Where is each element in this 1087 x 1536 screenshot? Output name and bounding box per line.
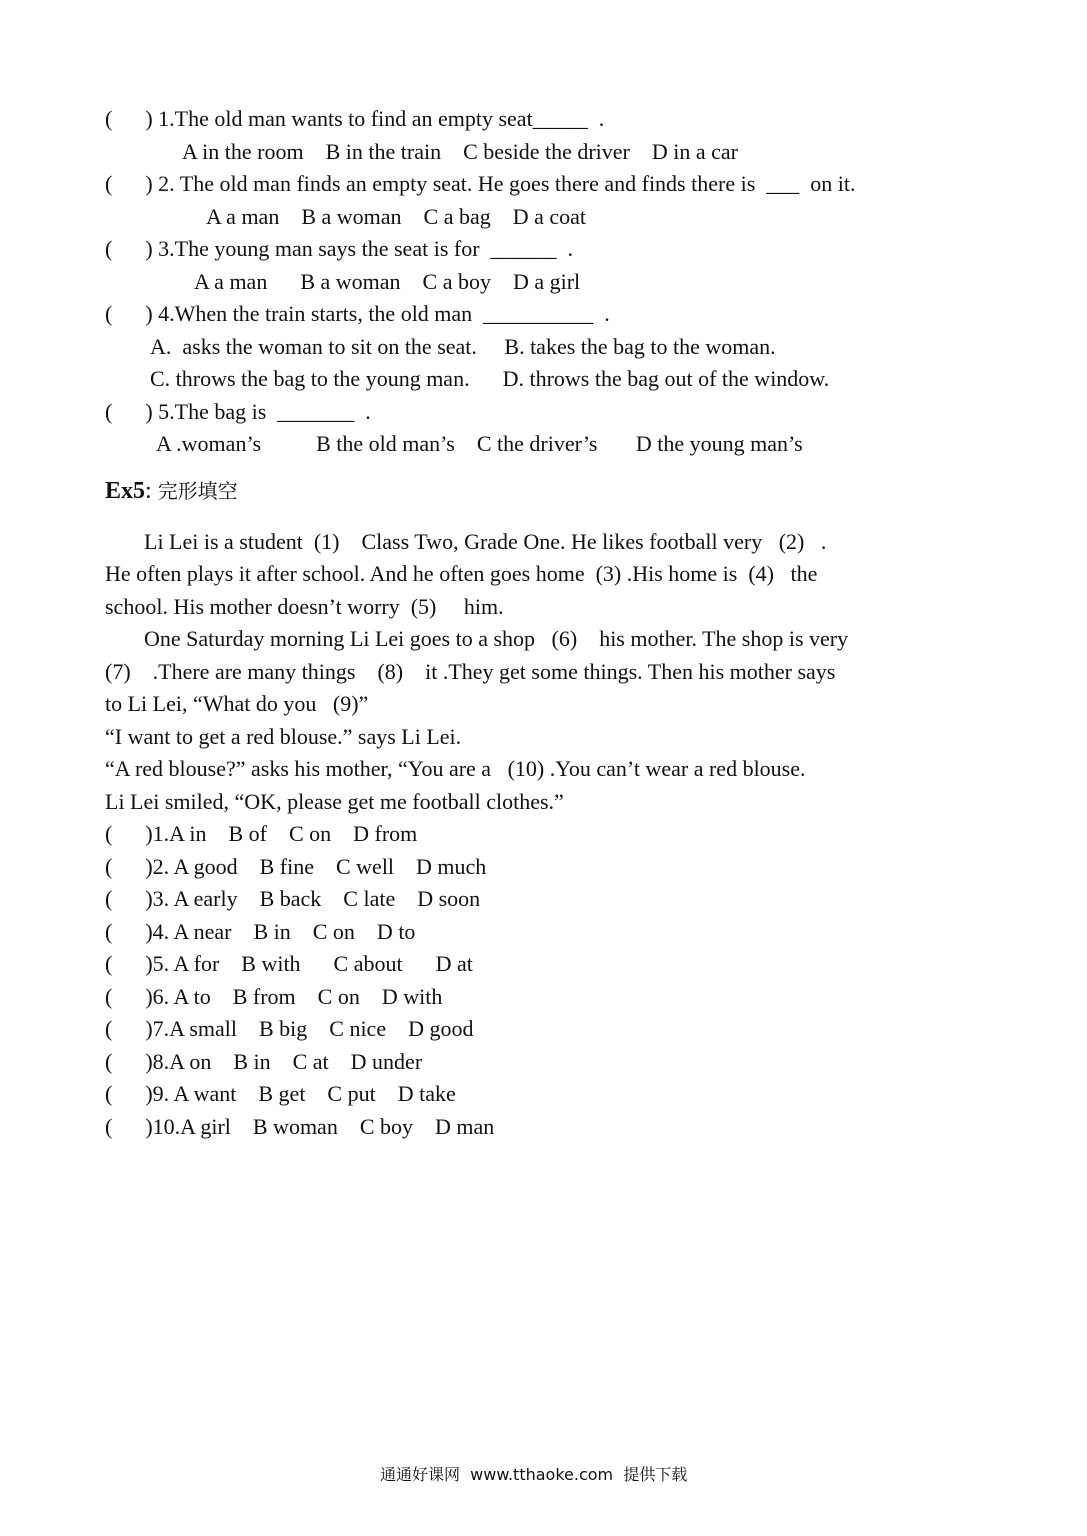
- q2-text: ( ) 2. The old man finds an empty seat. He goes there and finds there is: [105, 171, 767, 196]
- passage-line-3: school. His mother doesn’t worry (5) him.: [105, 594, 504, 619]
- dialogue-line-2: “A red blouse?” asks his mother, “You are a (10) .You can’t wear a red blouse.: [105, 756, 806, 781]
- passage-line-2: He often plays it after school. And he often goes home (3) .His home is (4) the: [105, 561, 818, 586]
- q4-text-end: .: [593, 301, 610, 326]
- q1-blank: _____: [532, 106, 588, 131]
- q5-stem: [105, 399, 371, 425]
- q4-blank: __________: [483, 301, 594, 326]
- cloze-item-8: ( )8.A on B in C at D under: [105, 1049, 423, 1074]
- page-footer: 通通好课网 www.tthaoke.com 提供下载: [380, 1465, 688, 1484]
- ex5-heading: [105, 478, 238, 504]
- q3-text: ( ) 3.The young man says the seat is for: [105, 236, 491, 261]
- q3-blank: ______: [490, 236, 557, 261]
- q1-text-end: .: [587, 106, 605, 131]
- cloze-item-9: ( )9. A want B get C put D take: [105, 1081, 456, 1106]
- q2-text-end: on it.: [799, 171, 856, 196]
- q5-options: A .woman’s B the old man’s C the driver’s D the young man’s: [156, 431, 803, 456]
- cloze-item-1: ( )1.A in B of C on D from: [105, 821, 418, 846]
- q1-text: ( ) 1.The old man wants to find an empty seat: [105, 106, 533, 131]
- q1-stem: [105, 106, 604, 132]
- q4-options-ab: A. asks the woman to sit on the seat. B. takes the bag to the woman.: [150, 334, 776, 359]
- ex5-colon: :: [145, 478, 158, 504]
- ex5-title: 完形填空: [157, 479, 238, 503]
- cloze-item-6: ( )6. A to B from C on D with: [105, 984, 443, 1009]
- q1-options: A in the room B in the train C beside the driver D in a car: [182, 139, 738, 164]
- q4-options-cd: C. throws the bag to the young man. D. throws the bag out of the window.: [150, 366, 830, 391]
- ex5-label: Ex5: [105, 478, 146, 504]
- cloze-item-10: ( )10.A girl B woman C boy D man: [105, 1114, 495, 1139]
- cloze-item-4: ( )4. A near B in C on D to: [105, 919, 416, 944]
- cloze-item-3: ( )3. A early B back C late D soon: [105, 886, 481, 911]
- passage-line-1: Li Lei is a student (1) Class Two, Grade One. He likes football very (2) .: [144, 529, 827, 554]
- q2-options: A a man B a woman C a bag D a coat: [206, 204, 587, 229]
- q2-stem: [105, 171, 856, 197]
- passage-line-5: (7) .There are many things (8) it .They get some things. Then his mother says: [105, 659, 836, 684]
- q5-text: ( ) 5.The bag is: [105, 399, 278, 424]
- passage-line-6: to Li Lei, “What do you (9)”: [105, 691, 369, 716]
- q3-stem: [105, 236, 573, 262]
- q3-options: A a man B a woman C a boy D a girl: [194, 269, 581, 294]
- passage-line-4: One Saturday morning Li Lei goes to a shop (6) his mother. The shop is very: [144, 626, 849, 651]
- q5-text-end: .: [354, 399, 371, 424]
- q5-blank: _______: [277, 399, 355, 424]
- cloze-item-5: ( )5. A for B with C about D at: [105, 951, 473, 976]
- cloze-item-2: ( )2. A good B fine C well D much: [105, 854, 487, 879]
- q4-text: ( ) 4.When the train starts, the old man: [105, 301, 484, 326]
- q2-blank: ___: [766, 171, 800, 196]
- cloze-item-7: ( )7.A small B big C nice D good: [105, 1016, 474, 1041]
- dialogue-line-1: “I want to get a red blouse.” says Li Lei.: [105, 724, 462, 749]
- q4-stem: [105, 301, 610, 327]
- dialogue-line-3: Li Lei smiled, “OK, please get me football clothes.”: [105, 789, 564, 814]
- q3-text-end: .: [556, 236, 574, 261]
